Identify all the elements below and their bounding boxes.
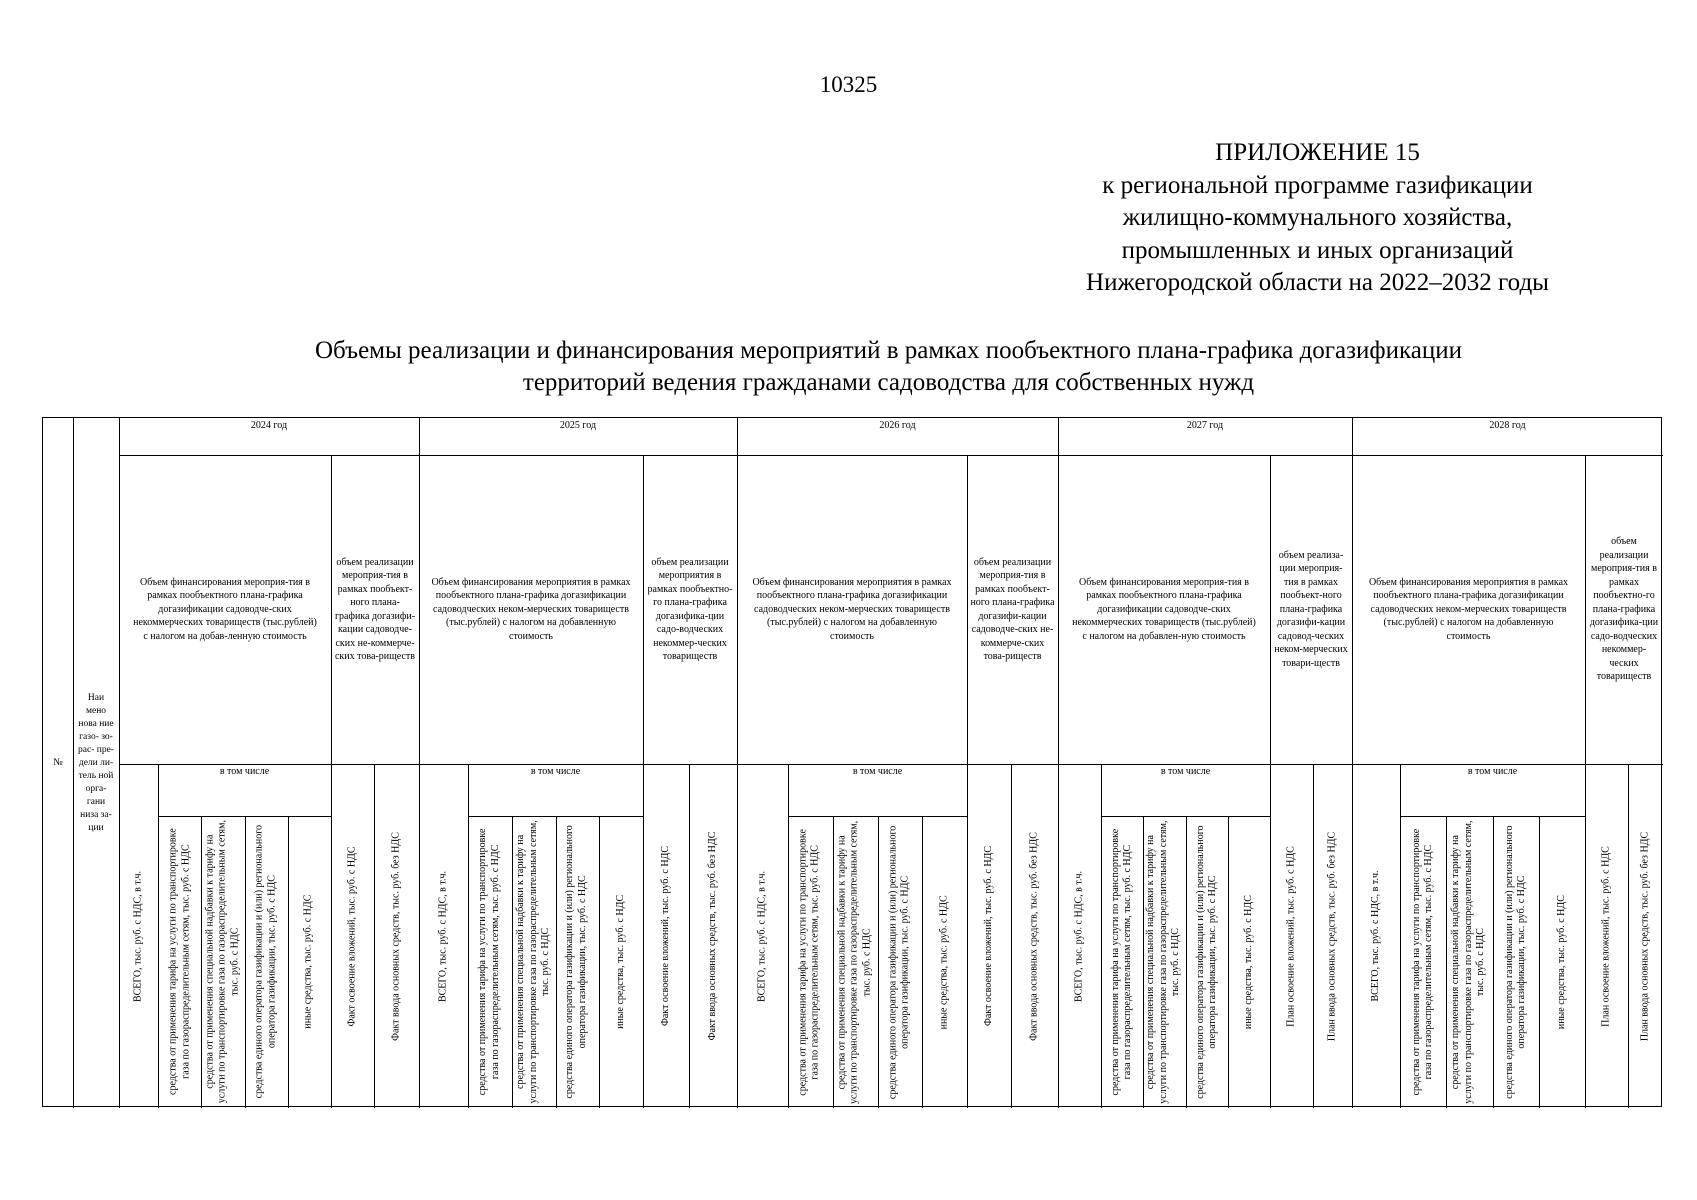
title-line: Объемы реализации и финансирования мероприятий в рамках пообъектного плана-графика догазификации	[315, 337, 1462, 364]
appendix-line: ПРИЛОЖЕНИЕ 15	[1215, 139, 1420, 166]
other-funds-column-header: иные средства, тыс. руб. с НДС	[303, 894, 315, 1030]
surcharge-funds-column-header: средства от применения специальной надбавки к тарифу на услуги по транспортировке газа по газораспределительным сетям, тыс. руб. с НДС	[204, 820, 241, 1104]
realization-volume-header: объем реализации мероприя-тия в рамках пообъект-ного плана-графика догазифи-кации садоводче-ских не-коммерче-ских това-риществ	[970, 556, 1055, 662]
in-that-number-label: в том числе	[1467, 766, 1518, 777]
tariff-funds-column-header: средства от применения тарифа на услуги по транспортировке газа по газораспределительным сетям, тыс. руб. с НДС	[477, 828, 501, 1096]
financing-volume-header: Объем финансирования мероприятия в рамках пообъектного плана-графика догазификации садоводческих неком-мерческих товариществ (тыс.рублей) с налогом на добавленную стоимость	[431, 576, 631, 642]
financing-volume-header: Объем финансирования мероприятия в рамках пообъектного плана-графика догазификации садоводческих неком-мерческих товариществ (тыс.рублей) с налогом на добавленную стоимость	[752, 576, 952, 642]
total-column-header: ВСЕГО, тыс. руб. с НДС, в т.ч.	[132, 870, 144, 1002]
investment-column-header: План освоение вложений, тыс. руб. с НДС	[1285, 845, 1297, 1027]
year-header: 2028 год	[1489, 420, 1526, 431]
fixed-assets-column-header: Факт ввода основных средств, тыс. руб. без НДС	[1028, 831, 1040, 1041]
document-title	[40, 335, 1697, 399]
investment-column-header: Факт освоение вложений, тыс. руб. с НДС	[982, 845, 994, 1027]
organization-name-header: Наи мено нова ние газо- зо- рас- пре- дели ли- тель ной орга- гани низа за- ции	[78, 692, 114, 833]
year-header: 2024 год	[250, 420, 288, 431]
tariff-funds-column-header: средства от применения тарифа на услуги по транспортировке газа по газораспределительным сетям, тыс. руб. с НДС	[1410, 828, 1435, 1096]
number-column-header: №	[53, 757, 63, 769]
realization-volume-header: объем реализации мероприятия в рамках пообъектно-го плана-графика догазифика-ции садо-водческих некоммер-ческих товариществ	[647, 556, 733, 662]
fixed-assets-column-header: Факт ввода основных средств, тыс. руб. без НДС	[706, 831, 718, 1041]
other-funds-column-header: иные средства, тыс. руб. с НДС	[614, 894, 626, 1030]
total-column-header: ВСЕГО, тыс. руб. с НДС, в т.ч.	[1073, 870, 1085, 1002]
appendix-line: промышленных и иных организаций	[1121, 236, 1514, 264]
realization-volume-header: объем реализации мероприя-тия в рамках пообъект-ного плана-графика догазифи-кации садоводче-ских не-коммерче-ских това-риществ	[334, 556, 416, 662]
title-line: территорий ведения гражданами садоводства для собственных нужд	[522, 369, 1255, 396]
other-funds-column-header: иные средства, тыс. руб. с НДС	[938, 894, 950, 1030]
surcharge-funds-column-header: средства от применения специальной надбавки к тарифу на услуги по транспортировке газа по газораспределительным сетям, тыс. руб. с НДС	[1450, 820, 1487, 1104]
year-header: 2025 год	[559, 420, 597, 431]
surcharge-funds-column-header: средства от применения специальной надбавки к тарифу на услуги по транспортировке газа по газораспределительным сетям, тыс. руб. с НДС	[1145, 820, 1182, 1104]
tariff-funds-column-header: средства от применения тарифа на услуги по транспортировке газа по газораспределительным сетям, тыс. руб. с НДС	[1109, 828, 1134, 1096]
realization-volume-header: объем реализации мероприя-тия в рамках пообъектно-го плана-графика догазифика-ции садо-водческих некоммер-ческих товариществ	[1589, 536, 1659, 683]
tariff-funds-column-header: средства от применения тарифа на услуги по транспортировке газа по газораспределительным сетям, тыс. руб. с НДС	[167, 828, 191, 1096]
in-that-number-label: в том числе	[852, 766, 903, 777]
surcharge-funds-column-header: средства от применения специальной надбавки к тарифу на услуги по транспортировке газа по газораспределительным сетям, тыс. руб. с НДС	[836, 820, 873, 1104]
appendix-line: жилищно-коммунального хозяйства,	[1122, 204, 1513, 231]
investment-column-header: Факт освоение вложений, тыс. руб. с НДС	[659, 845, 671, 1027]
financing-volume-header: Объем финансирования мероприя-тия в рамках пообъектного плана-графика догазификации садоводче-ских некоммерческих товариществ (тыс.рублей) с налогом на добавлен-ную стоимость	[1072, 576, 1256, 642]
total-column-header: ВСЕГО, тыс. руб. с НДС, в т.ч.	[756, 870, 768, 1002]
other-funds-column-header: иные средства, тыс. руб. с НДС	[1555, 894, 1567, 1030]
total-column-header: ВСЕГО, тыс. руб. с НДС, в т.ч.	[1369, 870, 1381, 1002]
fixed-assets-column-header: План ввода основных средств, тыс. руб. без НДС	[1326, 831, 1338, 1041]
financing-volume-header: Объем финансирования мероприятия в рамках пообъектного плана-графика догазификации садоводческих неком-мерческих товариществ (тыс.рублей) с налогом на добавленную стоимость	[1368, 576, 1569, 642]
realization-volume-header: объем реализа-ции мероприя-тия в рамках пообъект-ного плана-графика догазифи-кации садовод-ческих неком-мерческих товари-ществ	[1274, 549, 1348, 669]
in-that-number-label: в том числе	[219, 766, 270, 777]
appendix-line: Нижегородской области на 2022–2032 годы	[1086, 269, 1549, 296]
in-that-number-label: в том числе	[530, 766, 581, 777]
year-header: 2027 год	[1186, 420, 1224, 431]
operator-funds-column-header: средства единого оператора газификации и (или) регионального оператора газификации, тыс. руб. с НДС	[1503, 825, 1527, 1099]
column-divider	[73, 418, 74, 1108]
financing-volume-header: Объем финансирования мероприя-тия в рамках пообъектного плана-графика догазификации садоводче-ских некоммерческих товариществ (тыс.рублей) с налогом на добав-ленную стоимость	[133, 576, 317, 642]
investment-column-header: Факт освоение вложений, тыс. руб. с НДС	[346, 845, 358, 1027]
investment-column-header: План освоение вложений, тыс. руб. с НДС	[1600, 845, 1612, 1027]
total-column-header: ВСЕГО, тыс. руб. с НДС, в т.ч.	[437, 870, 449, 1002]
appendix-line: к региональной программе газификации	[1102, 171, 1533, 199]
operator-funds-column-header: средства единого оператора газификации и (или) регионального оператора газификации, тыс. руб. с НДС	[1194, 825, 1218, 1099]
financing-table	[42, 417, 1662, 1107]
fixed-assets-column-header: План ввода основных средств, тыс. руб. без НДС	[1639, 831, 1651, 1041]
year-header: 2026 год	[879, 420, 916, 431]
operator-funds-column-header: средства единого оператора газификации и (или) регионального оператора газификации, тыс. руб. с НДС	[564, 825, 589, 1099]
in-that-number-label: в том числе	[1160, 766, 1211, 777]
operator-funds-column-header: средства единого оператора газификации и (или) регионального оператора газификации, тыс. руб. с НДС	[887, 825, 911, 1099]
tariff-funds-column-header: средства от применения тарифа на услуги по транспортировке газа по газораспределительным сетям, тыс. руб. с НДС	[797, 828, 822, 1096]
other-funds-column-header: иные средства, тыс. руб. с НДС	[1242, 894, 1254, 1030]
operator-funds-column-header: средства единого оператора газификации и (или) регионального оператора газификации, тыс. руб. с НДС	[253, 825, 278, 1099]
surcharge-funds-column-header: средства от применения специальной надбавки к тарифу на услуги по транспортировке газа по газораспределительным сетям, тыс. руб. с НДС	[514, 820, 551, 1104]
appendix-heading	[1030, 137, 1605, 300]
fixed-assets-column-header: Факт ввода основных средств, тыс. руб. без НДС	[390, 831, 402, 1041]
page-number: 10325	[819, 72, 878, 97]
